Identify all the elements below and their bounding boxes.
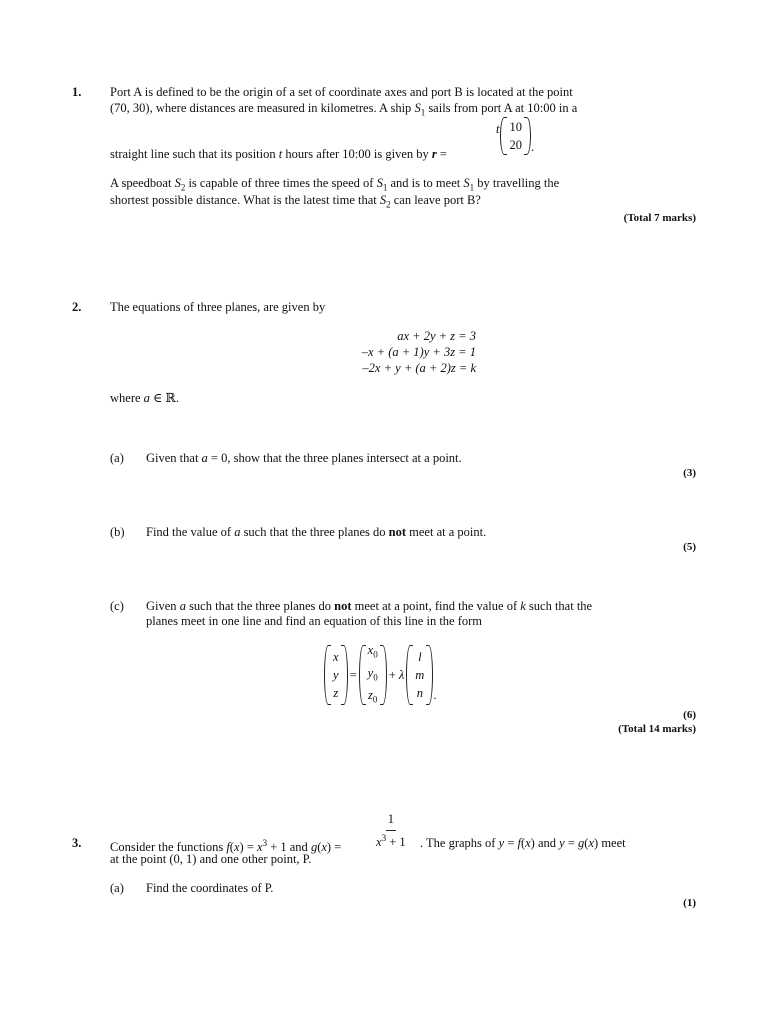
plane-equation-3: –2x + y + (a + 2)z = k [362,361,476,375]
q2-where: where a ∈ ℝ. [110,391,179,405]
q2-line-equation-form: x y z = $x_0$ $y_0$ $z_0$ + λ l m n . [324,641,436,709]
q2-part-a-marks: (3) [683,467,696,479]
q1-para2-line1: A speedboat $S_2$ is capable of three times the speed of $S_1$ and is to meet $S_1$ by travelling the [110,176,560,193]
q1-position-vector: t 10 20 . [496,117,534,155]
q3-part-a-text: Find the coordinates of P. [146,881,274,895]
q2-equations [330,328,476,376]
q2-part-c-marks: (6) [683,709,696,721]
plane-equation-2: –x + (a + 1)y + 3z = 1 [361,345,476,359]
q1-line2: (70, 30), where distances are measured in kilometres. A ship $S_1$ sails from port A at 10:00 in a [110,101,578,118]
vector-top-entry: 10 [509,120,522,134]
q3-line2: at the point (0, 1) and one other point, P. [110,852,312,866]
q2-part-a-label: (a) [110,451,124,465]
question-number-2: 2. [72,300,82,314]
q2-part-c-line1: Given a such that the three planes do not meet at a point, find the value of k such that the [146,599,593,613]
q2-part-c-line2: planes meet in one line and find an equation of this line in the form [146,614,483,628]
question-number-3: 3. [72,836,82,850]
q2-part-b-text: Find the value of a such that the three planes do not meet at a point. [146,525,487,539]
g-fraction: $\frac{1}{x^3 + 1}$ [376,812,406,850]
q2-part-a-text: Given that a = 0, show that the three planes intersect at a point. [146,451,462,465]
plane-equation-1: ax + 2y + z = 3 [397,329,476,343]
vector-bottom-entry: 20 [509,138,522,152]
q3-part-a-label: (a) [110,881,124,895]
q1-total-marks: (Total 7 marks) [623,212,696,224]
q3-part-a-marks: (1) [683,897,696,909]
question-number-1: 1. [72,85,82,99]
q1-line1: Port A is defined to be the origin of a set of coordinate axes and port B is located at the point [110,85,573,99]
q3-line1: Consider the functions $f(x) = x^3 + 1$ and g(x) = $\frac{1}{x^3 + 1}$ . The graphs of y = f(x) and y = g(x) meet [110,812,626,855]
q2-part-b-marks: (5) [683,541,696,553]
q2-part-c-label: (c) [110,599,124,613]
q2-total-marks: (Total 14 marks) [618,723,696,735]
q1-line3: straight line such that its position t hours after 10:00 is given by r = [110,147,447,161]
q2-part-b-label: (b) [110,525,125,539]
q1-para2-line2: shortest possible distance. What is the latest time that $S_2$ can leave port B? [110,193,481,210]
q2-intro: The equations of three planes, are given by [110,300,326,314]
